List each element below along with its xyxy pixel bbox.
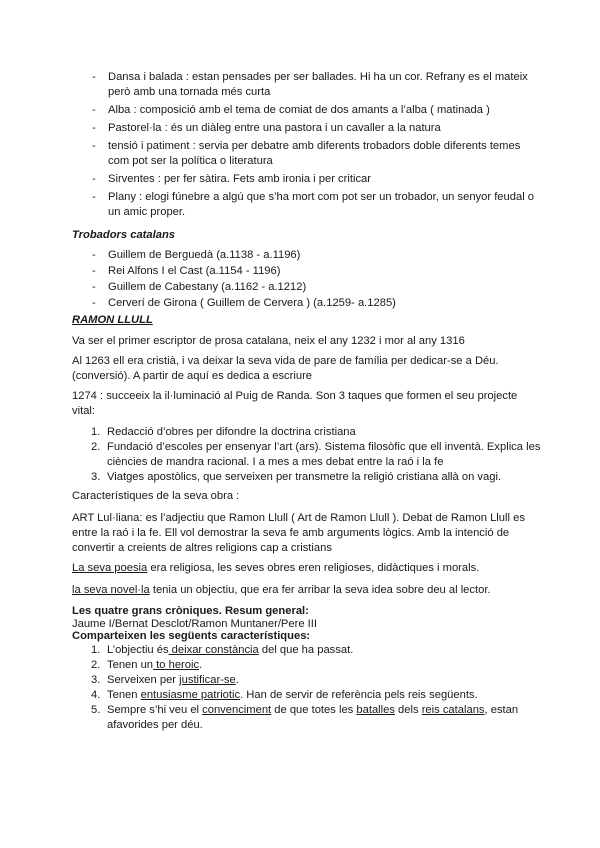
croniques-list [91,643,541,733]
llull-paragraph-4: Característiques de la seva obra : [72,490,240,502]
llull-novela [72,583,537,598]
llull-heading: RAMON LLULL [72,314,153,326]
item-number: 3. [91,674,101,686]
llull-paragraph-5: ART Lul·liana: es l’adjectiu que Ramon Llull ( Art de Ramon Llull ). Debat de Ramon Llull es entre la raó i la fe. Ell vol demostrar la seva fe amb arguments lògics. Amb la intenció de convertir a creients de altres religions cap a cristians [72,512,525,554]
croniques-authors: Jaume I/Bernat Desclot/Ramon Muntaner/Pere III [72,618,317,630]
item-underlined: reis catalans [421,704,485,716]
item-text: del que ha passat. [258,644,354,656]
item-underlined: batalles [356,704,395,716]
item-text: Sempre s’hi veu el [107,704,203,716]
llull-poesia [72,561,537,576]
item-number: 1. [91,644,101,656]
list-item: - tensió i patiment : servia per debatre amb diferents trobadors doble diferents temes com pot ser la política o literatura [92,139,542,169]
novela-text: tenia un objectiu, que era fer arribar la seva idea sobre deu al lector. [149,584,491,596]
llull-paragraph-2: Al 1263 ell era cristià, i va deixar la seva vida de pare de família per dedicar-se a Déu. (conversió). A partir de aquí es dedica a escriure [72,355,499,382]
item-text: . [199,659,203,671]
genres-list [92,70,542,224]
item-underlined: to heroic [153,659,200,671]
list-item: - Dansa i balada : estan pensades per ser ballades. Hi ha un cor. Refrany es el mateix però amb una tornada més curta [92,70,542,100]
item-text: dels [394,704,422,716]
list-item [91,425,541,440]
item-text: Tenen un [107,659,154,671]
list-item: - Cerverí de Girona ( Guillem de Cervera ) (a.1259- a.1285) [92,296,542,311]
list-item: - Guillem de Berguedà (a.1138 - a.1196) [92,248,542,263]
list-item [91,673,541,688]
list-item [91,643,541,658]
item-text: . [235,674,239,686]
list-item: - Sirventes : per fer sàtira. Fets amb ironia i per criticar [92,172,542,187]
item-text: Redacció d’obres per difondre la doctrina cristiana [107,426,356,438]
poesia-text: era religiosa, les seves obres eren religioses, didàctiques i morals. [147,562,480,574]
item-text: de que totes les [271,704,357,716]
trobadors-heading: Trobadors catalans [72,229,176,241]
llull-paragraph-1: Va ser el primer escriptor de prosa catalana, neix el any 1232 i mor al any 1316 [72,335,465,347]
llull-paragraph-3: 1274 : succeeix la il·luminació al Puig de Randa. Son 3 taques que formen el seu projecte vital: [72,390,518,417]
llull-tasks-list [91,425,541,485]
item-underlined: deixar constància [168,644,259,656]
list-item: - Guillem de Cabestany (a.1162 - a.1212) [92,280,542,295]
item-text: . Han de servir de referència pels reis següents. [240,689,478,701]
item-underlined: entusiasme patriotic [140,689,241,701]
item-underlined: justificar-se [179,674,236,686]
item-text: Viatges apostòlics, que serveixen per transmetre la religió cristiana allà on vagi. [107,471,502,483]
item-text: Serveixen per [107,674,180,686]
list-item [91,658,541,673]
item-number: 2. [91,441,101,453]
item-text: L’objectiu és [107,644,169,656]
list-item [91,688,541,703]
croniques-subheading: Comparteixen les següents característiques: [72,630,311,642]
item-text: , estan afavorides per déu. [107,704,519,731]
item-number: 2. [91,659,101,671]
item-number: 1. [91,426,101,438]
item-number: 4. [91,689,101,701]
item-number: 5. [91,704,101,716]
item-number: 3. [91,471,101,483]
list-item: - Plany : elogi fúnebre a algú que s’ha mort com pot ser un trobador, un senyor feudal o un amic proper. [92,190,542,220]
novela-underlined: la seva novel·la [72,584,150,596]
croniques-heading: Les quatre grans cròniques. Resum general: [72,605,309,617]
list-item [91,470,541,485]
item-underlined: convenciment [202,704,272,716]
list-item [91,440,541,470]
trobadors-list [92,248,542,312]
list-item: - Rei Alfons I el Cast (a.1154 - 1196) [92,264,542,279]
list-item: - Pastorel·la : és un diàleg entre una pastora i un cavaller a la natura [92,121,542,136]
poesia-underlined: La seva poesia [72,562,148,574]
list-item: - Alba : composició amb el tema de comiat de dos amants a l’alba ( matinada ) [92,103,542,118]
item-text: Fundació d’escoles per ensenyar l’art (ars). Sistema filosòfic que ell inventà. Explica les ciències de mandra racional. I a mes a mes debat entre la raó i la fe [107,441,541,468]
list-item [91,703,541,733]
item-text: Tenen [107,689,141,701]
